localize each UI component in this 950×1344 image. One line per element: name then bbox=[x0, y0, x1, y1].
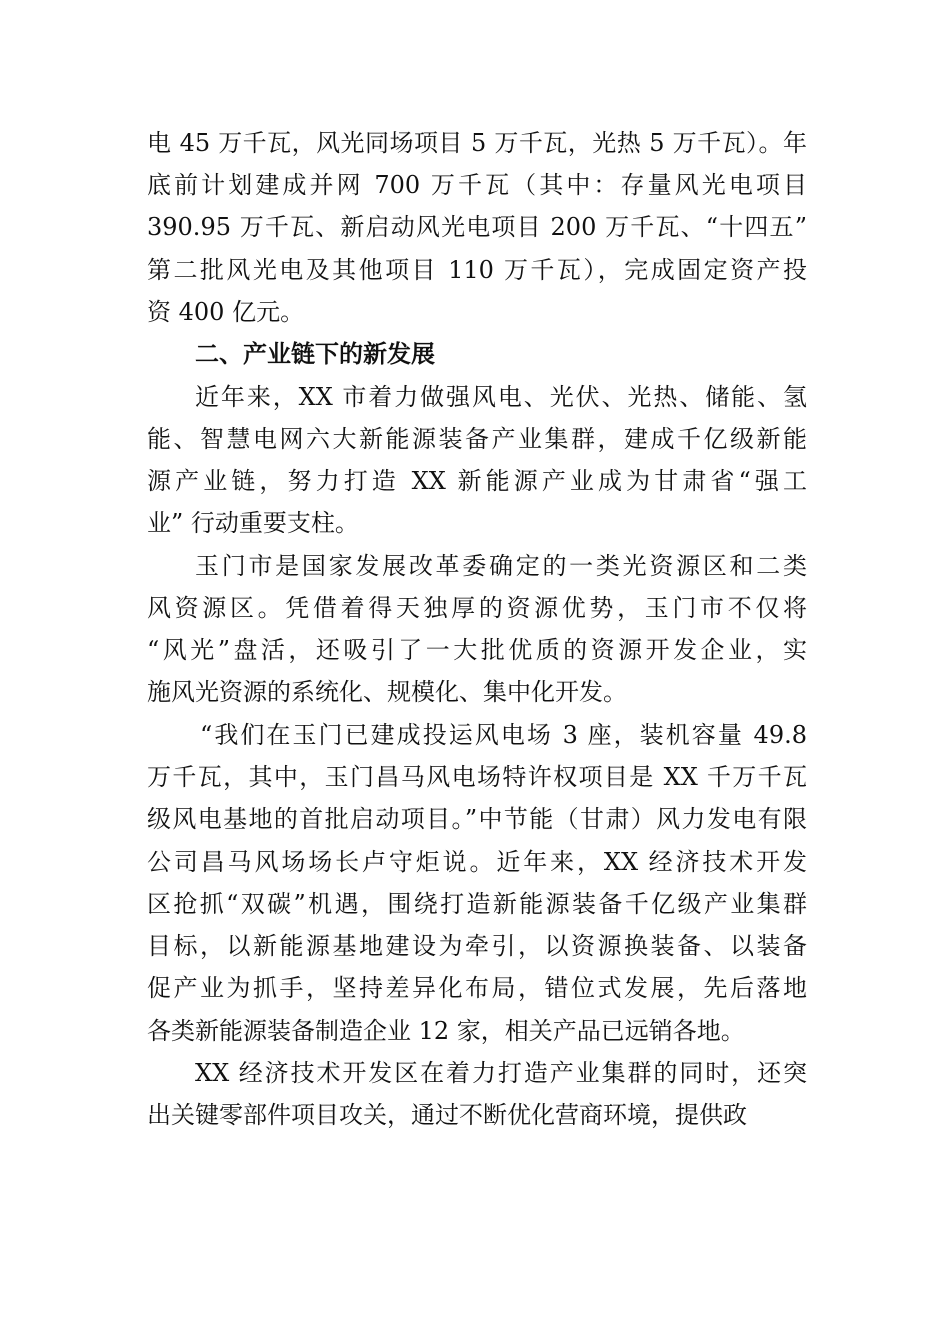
text-line: 电 45 万千瓦，风光同场项目 5 万千瓦，光热 5 万千瓦）。年 bbox=[147, 129, 807, 157]
text-line: 能、智慧电网六大新能源装备产业集群，建成千亿级新能 bbox=[147, 425, 807, 453]
text-line: 玉门市是国家发展改革委确定的一类光资源区和二类 bbox=[195, 552, 807, 580]
text-line: 公司昌马风场场长卢守炬说。近年来，XX 经济技术开发 bbox=[147, 848, 807, 876]
text-line: 近年来，XX 市着力做强风电、光伏、光热、储能、氢 bbox=[195, 383, 807, 411]
text-line: 出关键零部件项目攻关，通过不断优化营商环境，提供政 bbox=[147, 1101, 747, 1129]
text-line: 源产业链，努力打造 XX 新能源产业成为甘肃省“强工 bbox=[147, 467, 807, 495]
text-line: 施风光资源的系统化、规模化、集中化开发。 bbox=[147, 678, 627, 706]
text-line: 底前计划建成并网 700 万千瓦（其中：存量风光电项目 bbox=[147, 171, 807, 199]
text-line: 风资源区。凭借着得天独厚的资源优势，玉门市不仅将 bbox=[147, 594, 807, 622]
section-heading: 二、产业链下的新发展 bbox=[195, 340, 435, 368]
text-line: 业” 行动重要支柱。 bbox=[147, 509, 359, 537]
text-line: 区抢抓“双碳”机遇，围绕打造新能源装备千亿级产业集群 bbox=[147, 890, 807, 918]
text-line: XX 经济技术开发区在着力打造产业集群的同时，还突 bbox=[195, 1059, 807, 1087]
text-line: 目标，以新能源基地建设为牵引，以资源换装备、以装备 bbox=[147, 932, 807, 960]
text-line: 级风电基地的首批启动项目。”中节能（甘肃）风力发电有限 bbox=[147, 805, 807, 833]
text-line: “风光”盘活，还吸引了一大批优质的资源开发企业，实 bbox=[147, 636, 807, 664]
text-line: 第二批风光电及其他项目 110 万千瓦），完成固定资产投 bbox=[147, 256, 807, 284]
text-line: 万千瓦，其中，玉门昌马风电场特许权项目是 XX 千万千瓦 bbox=[147, 763, 807, 791]
text-line: “我们在玉门已建成投运风电场 3 座，装机容量 49.8 bbox=[200, 721, 807, 749]
text-line: 各类新能源装备制造企业 12 家，相关产品已远销各地。 bbox=[147, 1017, 745, 1045]
text-line: 390.95 万千瓦、新启动风光电项目 200 万千瓦、“十四五” bbox=[147, 213, 807, 241]
text-line: 资 400 亿元。 bbox=[147, 298, 305, 326]
text-line: 促产业为抓手，坚持差异化布局，错位式发展，先后落地 bbox=[147, 974, 807, 1002]
